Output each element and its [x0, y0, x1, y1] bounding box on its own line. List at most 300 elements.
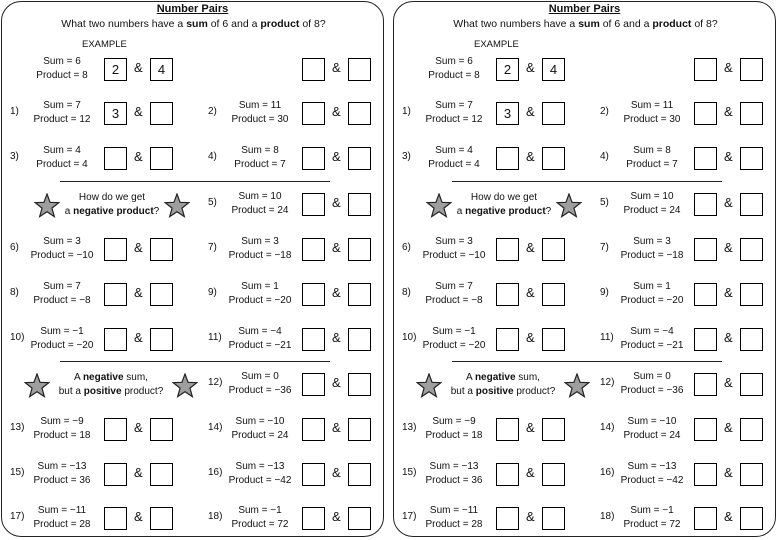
- emphasis-text: sum: [186, 18, 208, 30]
- answer-box-second[interactable]: [740, 463, 763, 486]
- ampersand: &: [724, 285, 733, 300]
- sum-label: Sum = 6: [43, 56, 81, 67]
- sum-label: Sum = −10: [235, 416, 285, 427]
- prompt-text: sum,: [515, 372, 540, 383]
- answer-box-second[interactable]: [740, 507, 763, 530]
- emphasis-text: negative: [82, 372, 124, 383]
- example-label: EXAMPLE: [82, 39, 127, 50]
- answer-box-first[interactable]: [694, 507, 717, 530]
- product-label: Product = 72: [623, 519, 681, 530]
- emphasis-text: sum: [578, 18, 600, 30]
- product-label: Product = −42: [620, 475, 684, 486]
- product-label: Product = −18: [228, 250, 292, 261]
- section-divider: [60, 181, 330, 182]
- sum-label: Sum = −13: [627, 461, 677, 472]
- ampersand: &: [332, 104, 341, 119]
- sum-label: Sum = 6: [435, 56, 473, 67]
- star-icon: [164, 193, 190, 219]
- sum-product-text: [24, 415, 100, 443]
- prompt-text: What two numbers have a: [61, 18, 187, 30]
- product-label: Product = −10: [30, 250, 94, 261]
- prompt-text: of 6 and a: [207, 18, 261, 30]
- ampersand: &: [724, 104, 733, 119]
- question-number: 10): [10, 332, 25, 343]
- prompt-line: How do we get: [470, 192, 538, 203]
- question-number: 16): [208, 467, 223, 478]
- answer-box-first[interactable]: [302, 507, 325, 530]
- product-label: Product = 24: [623, 205, 681, 216]
- sum-product-text: [416, 415, 492, 443]
- section-divider: [452, 361, 722, 362]
- emphasis-text: negative product: [465, 206, 546, 217]
- section-divider: [60, 361, 330, 362]
- product-label: Product = 28: [425, 519, 483, 530]
- answer-box-second[interactable]: [348, 418, 371, 441]
- sum-label: Sum = 7: [43, 281, 81, 292]
- product-label: Product = −21: [620, 340, 684, 351]
- answer-box-second[interactable]: [740, 102, 763, 125]
- worksheet-card: [1, 1, 384, 537]
- ampersand: &: [134, 285, 143, 300]
- answer-box-second[interactable]: [542, 102, 565, 125]
- answer-box-second[interactable]: [542, 328, 565, 351]
- answer-box-second[interactable]: [150, 147, 173, 170]
- star-icon: [556, 193, 582, 219]
- sum-label: Sum = 1: [241, 281, 279, 292]
- ampersand: &: [332, 195, 341, 210]
- answer-box-first[interactable]: [302, 102, 325, 125]
- instruction-text: [394, 18, 777, 30]
- sum-label: Sum = −11: [429, 505, 479, 516]
- answer-box-second[interactable]: [542, 283, 565, 306]
- answer-box-first[interactable]: 2: [104, 58, 127, 81]
- sum-label: Sum = 10: [630, 191, 674, 202]
- answer-box-first[interactable]: 3: [104, 102, 127, 125]
- answer-box-second[interactable]: [740, 373, 763, 396]
- question-number: 11): [208, 332, 222, 343]
- product-label: Product = 30: [623, 114, 681, 125]
- ampersand: &: [332, 285, 341, 300]
- question-number: 15): [10, 467, 25, 478]
- sum-product-text: [222, 504, 298, 532]
- ampersand: &: [724, 149, 733, 164]
- ampersand: &: [134, 240, 143, 255]
- sum-label: Sum = 11: [238, 100, 282, 111]
- sum-product-text: [416, 460, 492, 488]
- answer-box-first[interactable]: [694, 373, 717, 396]
- product-label: Product = 8: [36, 70, 88, 81]
- product-label: Product = 28: [33, 519, 91, 530]
- sum-label: Sum = −1: [432, 326, 476, 337]
- question-number: 9): [208, 287, 217, 298]
- sum-product-text: [614, 415, 690, 443]
- ampersand: &: [332, 330, 341, 345]
- prompt-line: [438, 371, 568, 385]
- answer-box-first[interactable]: [694, 463, 717, 486]
- answer-box-second[interactable]: [348, 463, 371, 486]
- ampersand: &: [526, 104, 535, 119]
- sum-product-text: [614, 460, 690, 488]
- answer-box-second[interactable]: [348, 373, 371, 396]
- product-label: Product = 36: [425, 475, 483, 486]
- question-number: 17): [10, 511, 25, 522]
- prompt-line: [438, 385, 568, 399]
- answer-box-first[interactable]: [496, 283, 519, 306]
- sum-product-text: [24, 325, 100, 353]
- sum-product-text: [24, 235, 100, 263]
- answer-box-second[interactable]: [348, 147, 371, 170]
- sum-product-text: [24, 280, 100, 308]
- sum-product-text: [416, 55, 492, 83]
- question-number: 2): [208, 106, 217, 117]
- sum-label: Sum = −9: [40, 416, 84, 427]
- sum-product-text: [614, 144, 690, 172]
- prompt-text: A: [466, 372, 475, 383]
- product-label: Product = 4: [36, 159, 88, 170]
- answer-box-second[interactable]: [740, 283, 763, 306]
- question-number: 1): [402, 106, 411, 117]
- sum-product-text: [24, 144, 100, 172]
- question-number: 11): [600, 332, 614, 343]
- answer-box-first[interactable]: [694, 418, 717, 441]
- question-number: 4): [600, 151, 609, 162]
- sum-product-text: [222, 460, 298, 488]
- answer-box-second[interactable]: [348, 507, 371, 530]
- answer-box-second[interactable]: [348, 328, 371, 351]
- product-label: Product = 30: [231, 114, 289, 125]
- answer-box-first[interactable]: [302, 58, 325, 81]
- question-number: 12): [600, 377, 615, 388]
- sum-product-text: [24, 460, 100, 488]
- answer-box-first[interactable]: [302, 147, 325, 170]
- product-label: Product = −8: [425, 295, 483, 306]
- ampersand: &: [526, 60, 535, 75]
- question-number: 9): [600, 287, 609, 298]
- ampersand: &: [134, 60, 143, 75]
- answer-box-first[interactable]: [302, 238, 325, 261]
- answer-box-first[interactable]: [104, 147, 127, 170]
- answer-box-second[interactable]: [740, 238, 763, 261]
- answer-box-first[interactable]: 2: [496, 58, 519, 81]
- sum-product-text: [222, 144, 298, 172]
- prompt-text: but a: [450, 386, 476, 397]
- answer-box-first[interactable]: [694, 147, 717, 170]
- answer-box-first[interactable]: [302, 373, 325, 396]
- sum-product-text: [614, 504, 690, 532]
- ampersand: &: [526, 420, 535, 435]
- prompt-line: [46, 385, 176, 399]
- answer-box-second[interactable]: [348, 238, 371, 261]
- answer-box-first[interactable]: [694, 193, 717, 216]
- sum-label: Sum = 1: [633, 281, 671, 292]
- product-label: Product = −20: [228, 295, 292, 306]
- sum-label: Sum = −1: [238, 505, 282, 516]
- sum-product-text: [614, 280, 690, 308]
- answer-box-first[interactable]: [104, 283, 127, 306]
- sum-label: Sum = 8: [241, 145, 279, 156]
- answer-box-first[interactable]: [496, 463, 519, 486]
- sum-label: Sum = 11: [630, 100, 674, 111]
- answer-box-second[interactable]: [740, 418, 763, 441]
- ampersand: &: [332, 509, 341, 524]
- sheet-title: Number Pairs: [548, 3, 621, 15]
- sum-product-text: [222, 280, 298, 308]
- section-divider: [452, 181, 722, 182]
- ampersand: &: [134, 465, 143, 480]
- question-number: 10): [402, 332, 417, 343]
- answer-box-second[interactable]: [150, 328, 173, 351]
- answer-box-second[interactable]: [150, 238, 173, 261]
- ampersand: &: [134, 420, 143, 435]
- question-number: 13): [10, 422, 25, 433]
- sum-product-text: [222, 99, 298, 127]
- ampersand: &: [724, 420, 733, 435]
- product-label: Product = 7: [626, 159, 678, 170]
- question-number: 7): [208, 242, 217, 253]
- ampersand: &: [724, 195, 733, 210]
- answer-box-second[interactable]: [542, 147, 565, 170]
- sum-label: Sum = 4: [435, 145, 473, 156]
- sum-product-text: [222, 190, 298, 218]
- answer-box-first[interactable]: [302, 193, 325, 216]
- sum-product-text: [416, 504, 492, 532]
- emphasis-text: product: [260, 18, 300, 30]
- emphasis-text: negative: [474, 372, 516, 383]
- answer-box-second[interactable]: [542, 507, 565, 530]
- sum-product-text: [614, 235, 690, 263]
- answer-box-second[interactable]: [740, 58, 763, 81]
- answer-box-second[interactable]: [150, 418, 173, 441]
- ampersand: &: [332, 240, 341, 255]
- question-number: 4): [208, 151, 217, 162]
- answer-box-second[interactable]: [542, 238, 565, 261]
- answer-box-second[interactable]: [740, 328, 763, 351]
- ampersand: &: [724, 240, 733, 255]
- question-number: 18): [208, 511, 223, 522]
- positive-product-prompt: [438, 371, 568, 399]
- negative-product-prompt: [57, 191, 167, 219]
- answer-box-first[interactable]: [694, 102, 717, 125]
- ampersand: &: [724, 330, 733, 345]
- answer-box-first[interactable]: [104, 238, 127, 261]
- product-label: Product = 12: [425, 114, 483, 125]
- answer-box-first[interactable]: [694, 283, 717, 306]
- sum-product-text: [222, 325, 298, 353]
- sum-label: Sum = −9: [432, 416, 476, 427]
- answer-box-second[interactable]: [348, 102, 371, 125]
- product-label: Product = −42: [228, 475, 292, 486]
- sum-label: Sum = 10: [238, 191, 282, 202]
- prompt-line: [57, 205, 167, 219]
- sum-product-text: [416, 99, 492, 127]
- answer-box-first[interactable]: [302, 328, 325, 351]
- answer-box-first[interactable]: [104, 328, 127, 351]
- answer-box-second[interactable]: [348, 58, 371, 81]
- answer-box-first[interactable]: [496, 418, 519, 441]
- ampersand: &: [332, 149, 341, 164]
- sum-label: Sum = 3: [435, 236, 473, 247]
- answer-box-second[interactable]: [740, 193, 763, 216]
- answer-box-second[interactable]: [150, 102, 173, 125]
- ampersand: &: [332, 60, 341, 75]
- answer-box-second[interactable]: [150, 283, 173, 306]
- question-number: 12): [208, 377, 223, 388]
- sum-label: Sum = −4: [630, 326, 674, 337]
- answer-box-first[interactable]: [694, 238, 717, 261]
- sum-label: Sum = 0: [241, 371, 279, 382]
- ampersand: &: [134, 509, 143, 524]
- product-label: Product = −20: [620, 295, 684, 306]
- ampersand: &: [724, 60, 733, 75]
- prompt-text: sum,: [123, 372, 148, 383]
- product-label: Product = 12: [33, 114, 91, 125]
- question-number: 8): [10, 287, 19, 298]
- ampersand: &: [332, 465, 341, 480]
- product-label: Product = −8: [33, 295, 91, 306]
- prompt-text: of 8?: [691, 18, 718, 30]
- answer-box-first[interactable]: [496, 238, 519, 261]
- question-number: 3): [402, 151, 411, 162]
- worksheet-card: [393, 1, 776, 537]
- emphasis-text: product: [652, 18, 692, 30]
- sum-product-text: [24, 504, 100, 532]
- prompt-text: of 6 and a: [599, 18, 653, 30]
- answer-box-second[interactable]: 4: [150, 58, 173, 81]
- sum-label: Sum = −1: [40, 326, 84, 337]
- prompt-text: of 8?: [299, 18, 326, 30]
- question-number: 13): [402, 422, 417, 433]
- sum-label: Sum = −10: [627, 416, 677, 427]
- answer-box-second[interactable]: [542, 418, 565, 441]
- question-number: 8): [402, 287, 411, 298]
- prompt-line: [449, 205, 559, 219]
- ampersand: &: [134, 330, 143, 345]
- negative-product-prompt: [449, 191, 559, 219]
- product-label: Product = −20: [30, 340, 94, 351]
- sum-product-text: [614, 370, 690, 398]
- answer-box-first[interactable]: [496, 328, 519, 351]
- sum-product-text: [416, 280, 492, 308]
- question-number: 18): [600, 511, 615, 522]
- sum-label: Sum = 0: [633, 371, 671, 382]
- product-label: Product = 18: [33, 430, 91, 441]
- sum-label: Sum = 7: [43, 100, 81, 111]
- prompt-text: A: [74, 372, 83, 383]
- sum-label: Sum = 7: [435, 100, 473, 111]
- answer-box-second[interactable]: [348, 283, 371, 306]
- prompt-text: ?: [545, 206, 552, 217]
- ampersand: &: [526, 330, 535, 345]
- ampersand: &: [724, 509, 733, 524]
- sum-product-text: [24, 99, 100, 127]
- question-number: 5): [208, 197, 217, 208]
- answer-box-first[interactable]: [302, 463, 325, 486]
- prompt-text: product?: [513, 386, 556, 397]
- sum-label: Sum = 7: [435, 281, 473, 292]
- sum-label: Sum = 8: [633, 145, 671, 156]
- answer-box-first[interactable]: [302, 283, 325, 306]
- product-label: Product = 24: [231, 205, 289, 216]
- answer-box-first[interactable]: [104, 463, 127, 486]
- emphasis-text: positive: [83, 386, 122, 397]
- sum-product-text: [614, 99, 690, 127]
- answer-box-second[interactable]: [150, 507, 173, 530]
- answer-box-second[interactable]: [542, 463, 565, 486]
- product-label: Product = −36: [228, 385, 292, 396]
- product-label: Product = 18: [425, 430, 483, 441]
- answer-box-first[interactable]: 3: [496, 102, 519, 125]
- question-number: 16): [600, 467, 615, 478]
- sum-label: Sum = −4: [238, 326, 282, 337]
- positive-product-prompt: [46, 371, 176, 399]
- product-label: Product = 72: [231, 519, 289, 530]
- question-number: 5): [600, 197, 609, 208]
- answer-box-second[interactable]: 4: [542, 58, 565, 81]
- answer-box-first[interactable]: [694, 328, 717, 351]
- ampersand: &: [134, 104, 143, 119]
- sum-label: Sum = −13: [37, 461, 87, 472]
- sum-label: Sum = 3: [633, 236, 671, 247]
- sum-label: Sum = −13: [429, 461, 479, 472]
- answer-box-first[interactable]: [496, 507, 519, 530]
- product-label: Product = 24: [231, 430, 289, 441]
- prompt-text: a: [64, 206, 74, 217]
- sum-label: Sum = −11: [37, 505, 87, 516]
- product-label: Product = 24: [623, 430, 681, 441]
- product-label: Product = −18: [620, 250, 684, 261]
- question-number: 6): [402, 242, 411, 253]
- product-label: Product = 8: [428, 70, 480, 81]
- sum-label: Sum = −13: [235, 461, 285, 472]
- sum-product-text: [222, 235, 298, 263]
- emphasis-text: negative product: [73, 206, 154, 217]
- answer-box-first[interactable]: [694, 58, 717, 81]
- example-label: EXAMPLE: [474, 39, 519, 50]
- prompt-line: How do we get: [78, 192, 146, 203]
- sum-label: Sum = 4: [43, 145, 81, 156]
- ampersand: &: [526, 240, 535, 255]
- question-number: 3): [10, 151, 19, 162]
- prompt-line: [46, 371, 176, 385]
- ampersand: &: [724, 465, 733, 480]
- ampersand: &: [332, 375, 341, 390]
- question-number: 2): [600, 106, 609, 117]
- answer-box-first[interactable]: [496, 147, 519, 170]
- sheet-title: Number Pairs: [156, 3, 229, 15]
- answer-box-second[interactable]: [740, 147, 763, 170]
- sum-product-text: [222, 370, 298, 398]
- sum-product-text: [416, 235, 492, 263]
- sum-label: Sum = 3: [241, 236, 279, 247]
- answer-box-first[interactable]: [302, 418, 325, 441]
- sum-product-text: [416, 144, 492, 172]
- sum-product-text: [24, 55, 100, 83]
- question-number: 6): [10, 242, 19, 253]
- answer-box-second[interactable]: [348, 193, 371, 216]
- ampersand: &: [332, 420, 341, 435]
- product-label: Product = 36: [33, 475, 91, 486]
- question-number: 1): [10, 106, 19, 117]
- product-label: Product = 7: [234, 159, 286, 170]
- prompt-text: product?: [121, 386, 164, 397]
- answer-box-first[interactable]: [104, 507, 127, 530]
- product-label: Product = −21: [228, 340, 292, 351]
- answer-box-second[interactable]: [150, 463, 173, 486]
- answer-box-first[interactable]: [104, 418, 127, 441]
- question-number: 15): [402, 467, 417, 478]
- instruction-text: [2, 18, 385, 30]
- question-number: 17): [402, 511, 417, 522]
